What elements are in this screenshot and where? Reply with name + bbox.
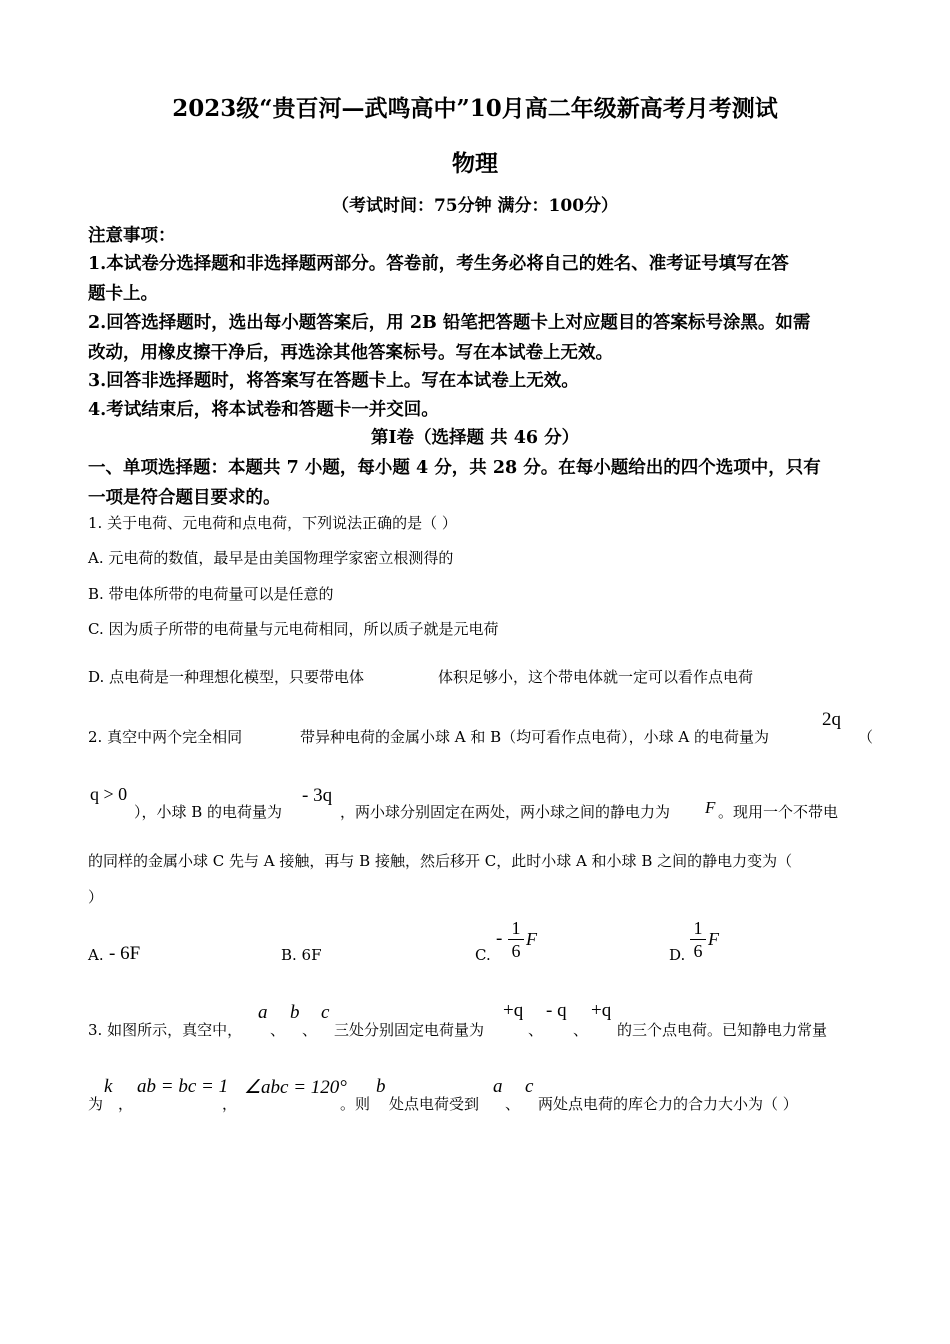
q3-comma-1: ，	[118, 1095, 134, 1113]
q3-line2-part-2: 。则	[340, 1095, 371, 1113]
q1-stem: 1. 关于电荷、元电荷和点电荷，下列说法正确的是（ ）	[88, 514, 457, 532]
q3-charge-plus-q-1: +q	[503, 1000, 524, 1021]
q1-option-b: B. 带电体所带的电荷量可以是任意的	[88, 585, 334, 603]
q3-line2-part-1: 为	[88, 1095, 104, 1113]
note-1-line-2: 题卡上。	[88, 284, 158, 304]
q2-paren-close: ）	[88, 888, 104, 906]
q2-option-d-label: D.	[669, 946, 686, 964]
q3-sep-3: 、	[528, 1021, 544, 1039]
q3-line1-part-1: 3. 如图所示，真空中，	[88, 1021, 243, 1039]
part-instructions-line-2: 一项是符合题目要求的。	[88, 488, 281, 508]
q1-option-d-part-2: 体积足够小，这个带电体就一定可以看作点电荷	[438, 668, 754, 686]
q2-paren-open: （	[858, 728, 874, 746]
q3-sep-1: 、	[270, 1021, 286, 1039]
q2-option-c-label: C.	[475, 946, 491, 964]
q2-line2-part-1: ），小球 B 的电荷量为	[134, 803, 283, 821]
q2-charge-a: 2q	[822, 709, 841, 730]
q2-force-symbol: F	[705, 798, 716, 817]
q3-line2-part-3: 处点电荷受到	[389, 1095, 480, 1113]
q2-line2-part-3: 。现用一个不带电	[718, 803, 839, 821]
q2-option-c-fraction	[508, 918, 524, 961]
q1-option-d-part-1: D. 点电荷是一种理想化模型，只要带电体	[88, 668, 365, 686]
q3-point-a-2: a	[493, 1076, 503, 1097]
exam-title: 2023级“贵百河—武鸣高中”10月高二年级新高考月考测试	[172, 95, 778, 122]
q2-option-c-F: F	[526, 929, 537, 949]
q3-line1-part-2: 三处分别固定电荷量为	[334, 1021, 485, 1039]
q2-option-c-numerator: 1	[511, 918, 521, 938]
q2-option-d-fraction	[690, 918, 706, 961]
q3-point-a: a	[258, 1002, 268, 1023]
q1-option-c: C. 因为质子所带的电荷量与元电荷相同，所以质子就是元电荷	[88, 620, 499, 638]
q2-option-c-sign: -	[496, 928, 503, 949]
q3-charge-plus-q-2: +q	[591, 1000, 612, 1021]
q2-option-d-numerator: 1	[693, 918, 703, 938]
q3-angle: ∠abc = 120°	[244, 1077, 347, 1098]
q3-sep-2: 、	[302, 1021, 318, 1039]
q2-q-positive: q > 0	[90, 784, 128, 804]
q3-sep-4: 、	[573, 1021, 589, 1039]
q1-option-a: A. 元电荷的数值，最早是由美国物理学家密立根测得的	[88, 549, 454, 567]
q2-line3: 的同样的金属小球 C 先与 A 接触，再与 B 接触，然后移开 C，此时小球 A 和小球 B 之间的静电力变为（	[88, 852, 793, 870]
q3-line1-part-3: 的三个点电荷。已知静电力常量	[617, 1021, 828, 1039]
note-2-line-1: 2.回答选择题时，选出每小题答案后，用 2B 铅笔把答题卡上对应题目的答案标号涂黑。如需	[88, 313, 811, 333]
q2-option-c-denominator: 6	[511, 941, 521, 961]
section-heading: 第Ⅰ卷（选择题 共 46 分）	[370, 428, 580, 448]
q3-ab-bc: ab = bc = 1	[137, 1076, 229, 1097]
q3-comma-2: ，	[222, 1095, 238, 1113]
q3-point-b-2: b	[376, 1076, 386, 1097]
note-3: 3.回答非选择题时，将答案写在答题卡上。写在本试卷上无效。	[88, 371, 579, 391]
q2-option-b: B. 6F	[281, 946, 322, 964]
q3-point-c-2: c	[525, 1076, 534, 1097]
q2-option-d-denominator: 6	[693, 941, 703, 961]
q2-option-a-value: - 6F	[109, 943, 141, 964]
q2-line1-part-2: 带异种电荷的金属小球 A 和 B（均可看作点电荷），小球 A 的电荷量为	[300, 728, 770, 746]
q3-sep-5: 、	[505, 1095, 521, 1113]
q3-point-c: c	[321, 1002, 330, 1023]
q2-option-a-label: A.	[88, 946, 104, 964]
subject-title: 物理	[452, 150, 498, 177]
note-4: 4.考试结束后，将本试卷和答题卡一并交回。	[88, 400, 439, 420]
q2-line1-part-1: 2. 真空中两个完全相同	[88, 728, 243, 746]
part-instructions-line-1: 一、单项选择题：本题共 7 小题，每小题 4 分，共 28 分。在每小题给出的四个选项中，只有	[88, 458, 821, 478]
exam-info: （考试时间：75分钟 满分：100分）	[331, 196, 619, 216]
q2-line2-part-2: ，两小球分别固定在两处，两小球之间的静电力为	[340, 803, 671, 821]
q3-point-b: b	[290, 1002, 300, 1023]
note-1-line-1: 1.本试卷分选择题和非选择题两部分。答卷前，考生务必将自己的姓名、准考证号填写在答	[88, 254, 789, 274]
q2-option-d-F: F	[708, 929, 719, 949]
note-2-line-2: 改动，用橡皮擦干净后，再选涂其他答案标号。写在本试卷上无效。	[88, 343, 613, 363]
q3-charge-minus-q: - q	[546, 1000, 567, 1021]
notes-heading: 注意事项：	[88, 226, 176, 246]
q2-charge-b: - 3q	[302, 785, 333, 806]
q3-constant-k: k	[104, 1076, 113, 1097]
q3-line2-part-4: 两处点电荷的库仑力的合力大小为（ ）	[538, 1095, 798, 1113]
